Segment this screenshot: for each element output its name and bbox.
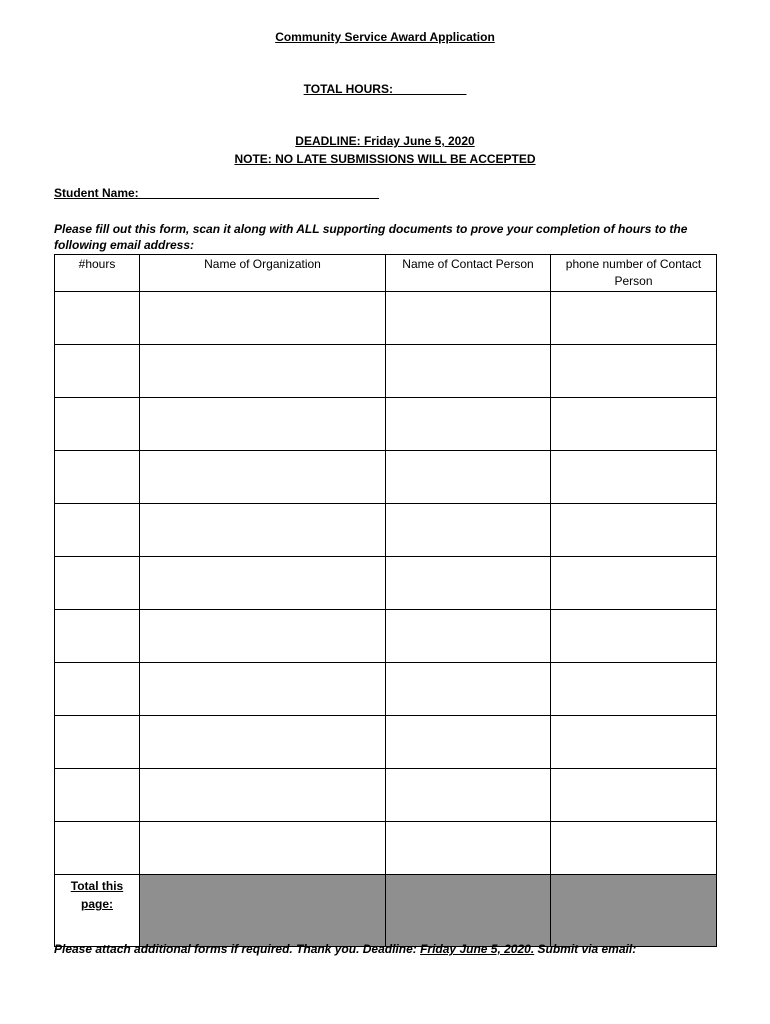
contact-person-cell[interactable] (386, 716, 551, 769)
table-row (55, 504, 717, 557)
hours-cell[interactable] (55, 769, 140, 822)
phone-cell[interactable] (551, 610, 717, 663)
organization-cell[interactable] (140, 769, 386, 822)
phone-cell[interactable] (551, 663, 717, 716)
organization-cell[interactable] (140, 822, 386, 875)
contact-person-cell[interactable] (386, 345, 551, 398)
organization-cell[interactable] (140, 345, 386, 398)
organization-cell[interactable] (140, 663, 386, 716)
contact-person-cell[interactable] (386, 504, 551, 557)
phone-cell[interactable] (551, 398, 717, 451)
organization-cell[interactable] (140, 504, 386, 557)
phone-cell[interactable] (551, 504, 717, 557)
table-row (55, 557, 717, 610)
hours-table (54, 254, 717, 947)
contact-person-cell[interactable] (386, 451, 551, 504)
footer-prefix: Please attach additional forms if required. Thank you. Deadline: (54, 942, 421, 956)
column-header-hours: #hours (55, 255, 140, 292)
shaded-cell (140, 875, 386, 947)
table-row (55, 663, 717, 716)
organization-cell[interactable] (140, 716, 386, 769)
student-name-field[interactable]: Student Name:____________________________________ (54, 186, 379, 200)
organization-cell[interactable] (140, 292, 386, 345)
table-row (55, 451, 717, 504)
column-header-contact-person: Name of Contact Person (386, 255, 551, 292)
column-header-phone: phone number of Contact Person (551, 255, 717, 292)
organization-cell[interactable] (140, 398, 386, 451)
shaded-cell (551, 875, 717, 947)
table-row (55, 345, 717, 398)
hours-cell[interactable] (55, 398, 140, 451)
organization-cell[interactable] (140, 451, 386, 504)
table-row (55, 610, 717, 663)
total-hours-field[interactable]: TOTAL HOURS:___________ (303, 82, 467, 96)
contact-person-cell[interactable] (386, 398, 551, 451)
total-this-page-label: Total this page: (55, 875, 140, 947)
organization-cell[interactable] (140, 610, 386, 663)
phone-cell[interactable] (551, 822, 717, 875)
hours-cell[interactable] (55, 663, 140, 716)
hours-cell[interactable] (55, 504, 140, 557)
hours-cell[interactable] (55, 451, 140, 504)
form-title: Community Service Award Application (275, 30, 495, 44)
table-row (55, 398, 717, 451)
contact-person-cell[interactable] (386, 663, 551, 716)
contact-person-cell[interactable] (386, 557, 551, 610)
deadline-text: DEADLINE: Friday June 5, 2020 (295, 134, 475, 148)
late-submission-note: NOTE: NO LATE SUBMISSIONS WILL BE ACCEPTED (234, 152, 536, 166)
hours-cell[interactable] (55, 292, 140, 345)
table-row (55, 822, 717, 875)
column-header-organization: Name of Organization (140, 255, 386, 292)
phone-cell[interactable] (551, 345, 717, 398)
organization-cell[interactable] (140, 557, 386, 610)
contact-person-cell[interactable] (386, 769, 551, 822)
table-row (55, 716, 717, 769)
hours-cell[interactable] (55, 345, 140, 398)
phone-cell[interactable] (551, 716, 717, 769)
contact-person-cell[interactable] (386, 610, 551, 663)
hours-cell[interactable] (55, 610, 140, 663)
table-row (55, 769, 717, 822)
table-header-row (55, 255, 717, 292)
footer-suffix: Submit via email: (534, 942, 637, 956)
shaded-cell (386, 875, 551, 947)
table-row (55, 292, 717, 345)
phone-cell[interactable] (551, 292, 717, 345)
total-row (55, 875, 717, 947)
contact-person-cell[interactable] (386, 292, 551, 345)
contact-person-cell[interactable] (386, 822, 551, 875)
phone-cell[interactable] (551, 769, 717, 822)
phone-cell[interactable] (551, 451, 717, 504)
instructions-text: Please fill out this form, scan it along with ALL supporting documents to prove your completion of hours to the following email address: (54, 222, 688, 252)
phone-cell[interactable] (551, 557, 717, 610)
hours-cell[interactable] (55, 716, 140, 769)
hours-cell[interactable] (55, 822, 140, 875)
footer-deadline: Friday June 5, 2020. (420, 942, 535, 956)
hours-cell[interactable] (55, 557, 140, 610)
footer-note (54, 942, 636, 956)
